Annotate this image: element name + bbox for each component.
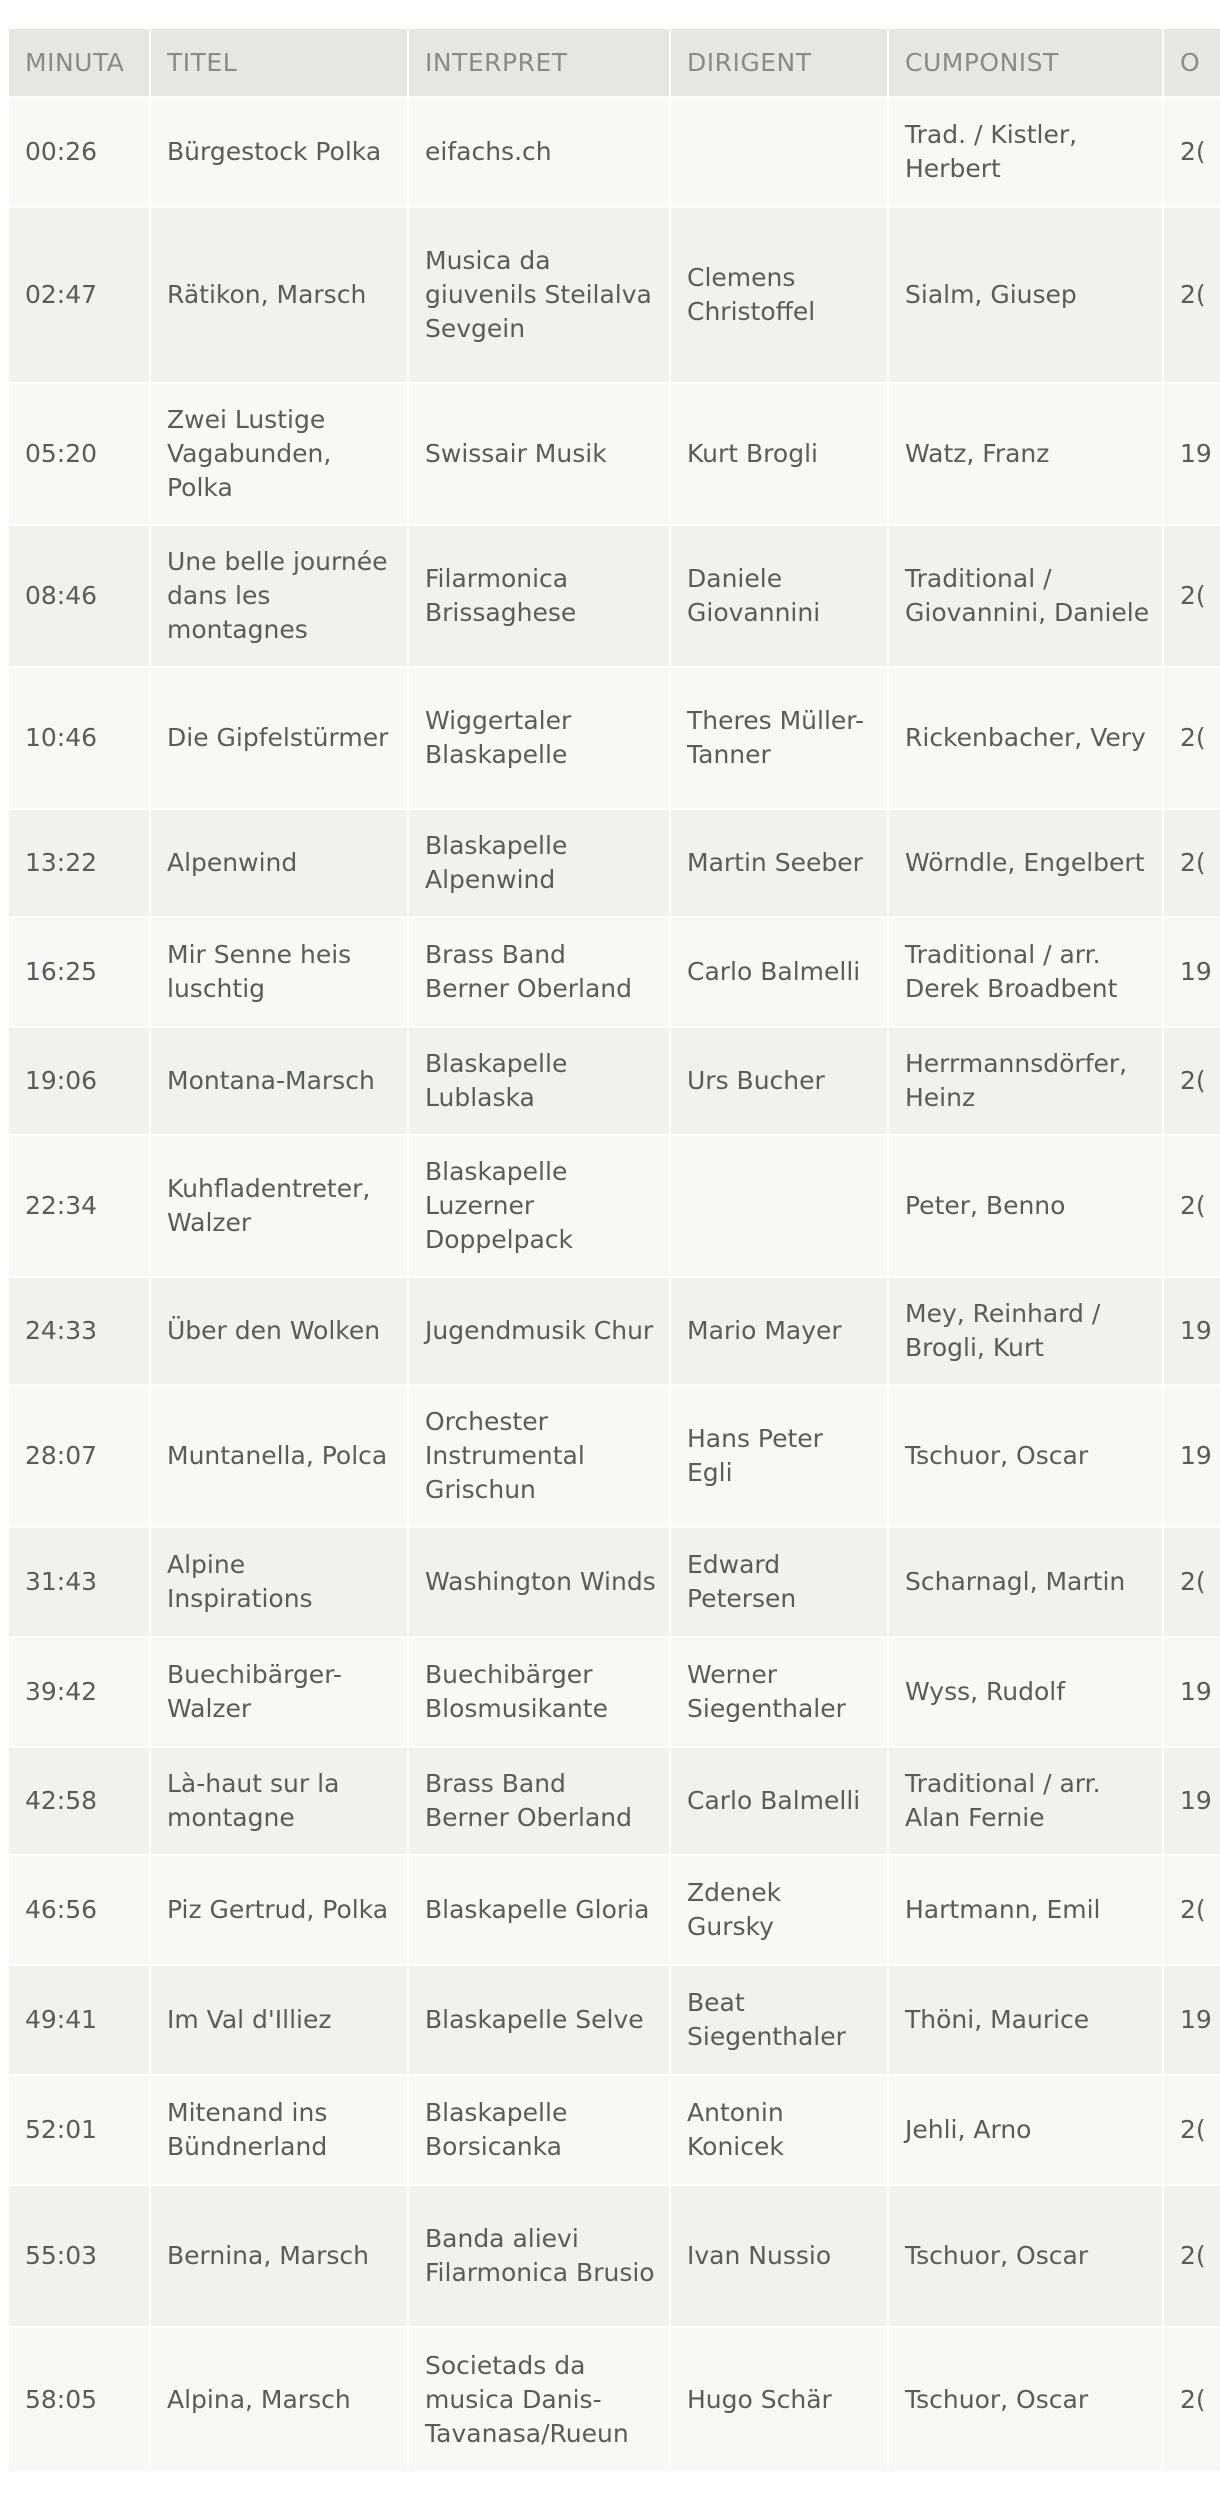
table-row <box>9 383 1220 525</box>
cell-minuta: 22:34 <box>9 1135 150 1277</box>
cell-minuta: 13:22 <box>9 809 150 917</box>
cell-interpret: Orchester Instrumental Grischun <box>408 1385 670 1527</box>
table-row <box>9 97 1220 207</box>
table-row <box>9 2185 1220 2327</box>
cell-dirigent: Carlo Balmelli <box>670 917 888 1027</box>
table-row <box>9 1277 1220 1385</box>
table-row <box>9 1747 1220 1855</box>
cell-titel: Piz Gertrud, Polka <box>150 1855 408 1965</box>
cell-minuta: 31:43 <box>9 1527 150 1637</box>
cell-interpret: Swissair Musik <box>408 383 670 525</box>
cell-titel: Là-haut sur la montagne <box>150 1747 408 1855</box>
cell-dirigent: Ivan Nussio <box>670 2185 888 2327</box>
cell-dirigent <box>670 97 888 207</box>
cell-interpret: Washington Winds <box>408 1527 670 1637</box>
cell-interpret: Blaskapelle Alpenwind <box>408 809 670 917</box>
cell-minuta: 46:56 <box>9 1855 150 1965</box>
cell-interpret: Blaskapelle Selve <box>408 1965 670 2075</box>
cell-dirigent: Edward Petersen <box>670 1527 888 1637</box>
cell-dirigent: Zdenek Gursky <box>670 1855 888 1965</box>
cell-interpret: Blaskapelle Lublaska <box>408 1027 670 1135</box>
cell-interpret: eifachs.ch <box>408 97 670 207</box>
table-row <box>9 1135 1220 1277</box>
cell-cumponist: Peter, Benno <box>888 1135 1163 1277</box>
cell-titel: Bernina, Marsch <box>150 2185 408 2327</box>
header-dirigent: DIRIGENT <box>670 29 888 97</box>
cell-dirigent: Urs Bucher <box>670 1027 888 1135</box>
cell-titel: Über den Wolken <box>150 1277 408 1385</box>
playlist-table <box>9 29 1220 2471</box>
cell-titel: Kuhfladentreter, Walzer <box>150 1135 408 1277</box>
cell-other: 2( <box>1163 809 1220 917</box>
cell-minuta: 42:58 <box>9 1747 150 1855</box>
cell-cumponist: Jehli, Arno <box>888 2075 1163 2185</box>
cell-titel: Une belle journée dans les montagnes <box>150 525 408 667</box>
cell-titel: Mitenand ins Bündnerland <box>150 2075 408 2185</box>
cell-cumponist: Mey, Reinhard / Brogli, Kurt <box>888 1277 1163 1385</box>
cell-dirigent: Hugo Schär <box>670 2327 888 2471</box>
cell-minuta: 00:26 <box>9 97 150 207</box>
table-row <box>9 2075 1220 2185</box>
cell-titel: Rätikon, Marsch <box>150 207 408 383</box>
cell-cumponist: Tschuor, Oscar <box>888 2327 1163 2471</box>
cell-minuta: 28:07 <box>9 1385 150 1527</box>
cell-other: 19 <box>1163 1965 1220 2075</box>
cell-cumponist: Hartmann, Emil <box>888 1855 1163 1965</box>
table-row <box>9 2327 1220 2471</box>
cell-minuta: 52:01 <box>9 2075 150 2185</box>
cell-cumponist: Wörndle, Engelbert <box>888 809 1163 917</box>
cell-other: 2( <box>1163 2075 1220 2185</box>
cell-titel: Montana-Marsch <box>150 1027 408 1135</box>
cell-other: 2( <box>1163 97 1220 207</box>
table-row <box>9 525 1220 667</box>
table-row <box>9 207 1220 383</box>
cell-titel: Im Val d'Illiez <box>150 1965 408 2075</box>
cell-interpret: Brass Band Berner Oberland <box>408 1747 670 1855</box>
cell-cumponist: Watz, Franz <box>888 383 1163 525</box>
cell-other: 2( <box>1163 1027 1220 1135</box>
cell-cumponist: Sialm, Giusep <box>888 207 1163 383</box>
cell-interpret: Brass Band Berner Oberland <box>408 917 670 1027</box>
cell-dirigent: Werner Siegenthaler <box>670 1637 888 1747</box>
table-row <box>9 1385 1220 1527</box>
cell-dirigent: Mario Mayer <box>670 1277 888 1385</box>
cell-other: 19 <box>1163 1277 1220 1385</box>
cell-other: 2( <box>1163 1527 1220 1637</box>
cell-minuta: 19:06 <box>9 1027 150 1135</box>
table-row <box>9 809 1220 917</box>
cell-titel: Alpine Inspirations <box>150 1527 408 1637</box>
cell-interpret: Banda alievi Filarmonica Brusio <box>408 2185 670 2327</box>
cell-interpret: Blaskapelle Borsicanka <box>408 2075 670 2185</box>
cell-dirigent: Antonin Konicek <box>670 2075 888 2185</box>
cell-cumponist: Rickenbacher, Very <box>888 667 1163 809</box>
cell-dirigent: Kurt Brogli <box>670 383 888 525</box>
table-row <box>9 1637 1220 1747</box>
cell-dirigent: Martin Seeber <box>670 809 888 917</box>
cell-other: 19 <box>1163 1747 1220 1855</box>
cell-other: 2( <box>1163 525 1220 667</box>
cell-cumponist: Wyss, Rudolf <box>888 1637 1163 1747</box>
cell-other: 19 <box>1163 1385 1220 1527</box>
playlist-table-container <box>9 29 1220 2471</box>
cell-cumponist: Herrmannsdörfer, Heinz <box>888 1027 1163 1135</box>
header-interpret: INTERPRET <box>408 29 670 97</box>
cell-other: 2( <box>1163 2185 1220 2327</box>
cell-dirigent: Theres Müller-Tanner <box>670 667 888 809</box>
cell-minuta: 08:46 <box>9 525 150 667</box>
table-row <box>9 1527 1220 1637</box>
cell-minuta: 55:03 <box>9 2185 150 2327</box>
cell-titel: Buechibärger-Walzer <box>150 1637 408 1747</box>
cell-dirigent: Clemens Christoffel <box>670 207 888 383</box>
cell-other: 2( <box>1163 1135 1220 1277</box>
table-header-row <box>9 29 1220 97</box>
cell-interpret: Jugendmusik Chur <box>408 1277 670 1385</box>
cell-interpret: Wiggertaler Blaskapelle <box>408 667 670 809</box>
cell-other: 19 <box>1163 917 1220 1027</box>
cell-minuta: 58:05 <box>9 2327 150 2471</box>
table-row <box>9 1965 1220 2075</box>
cell-other: 2( <box>1163 667 1220 809</box>
cell-titel: Bürgestock Polka <box>150 97 408 207</box>
cell-other: 2( <box>1163 1855 1220 1965</box>
table-row <box>9 1027 1220 1135</box>
cell-dirigent <box>670 1135 888 1277</box>
header-cumponist: CUMPONIST <box>888 29 1163 97</box>
cell-other: 19 <box>1163 1637 1220 1747</box>
cell-titel: Die Gipfelstürmer <box>150 667 408 809</box>
cell-interpret: Buechibärger Blosmusikante <box>408 1637 670 1747</box>
cell-other: 2( <box>1163 2327 1220 2471</box>
cell-dirigent: Daniele Giovannini <box>670 525 888 667</box>
header-other: O <box>1163 29 1220 97</box>
header-titel: TITEL <box>150 29 408 97</box>
cell-minuta: 16:25 <box>9 917 150 1027</box>
cell-minuta: 02:47 <box>9 207 150 383</box>
cell-interpret: Blaskapelle Gloria <box>408 1855 670 1965</box>
cell-interpret: Societads da musica Danis-Tavanasa/Rueun <box>408 2327 670 2471</box>
cell-other: 19 <box>1163 383 1220 525</box>
cell-cumponist: Scharnagl, Martin <box>888 1527 1163 1637</box>
table-row <box>9 917 1220 1027</box>
cell-cumponist: Traditional / Giovannini, Daniele <box>888 525 1163 667</box>
cell-minuta: 39:42 <box>9 1637 150 1747</box>
cell-titel: Alpenwind <box>150 809 408 917</box>
cell-titel: Muntanella, Polca <box>150 1385 408 1527</box>
cell-titel: Mir Senne heis luschtig <box>150 917 408 1027</box>
cell-cumponist: Tschuor, Oscar <box>888 1385 1163 1527</box>
cell-minuta: 24:33 <box>9 1277 150 1385</box>
cell-dirigent: Beat Siegenthaler <box>670 1965 888 2075</box>
cell-minuta: 10:46 <box>9 667 150 809</box>
cell-titel: Zwei Lustige Vagabunden, Polka <box>150 383 408 525</box>
cell-minuta: 05:20 <box>9 383 150 525</box>
cell-titel: Alpina, Marsch <box>150 2327 408 2471</box>
cell-interpret: Musica da giuvenils Steilalva Sevgein <box>408 207 670 383</box>
table-row <box>9 667 1220 809</box>
cell-interpret: Filarmonica Brissaghese <box>408 525 670 667</box>
cell-cumponist: Traditional / arr. Derek Broadbent <box>888 917 1163 1027</box>
header-minuta: MINUTA <box>9 29 150 97</box>
cell-cumponist: Traditional / arr. Alan Fernie <box>888 1747 1163 1855</box>
cell-minuta: 49:41 <box>9 1965 150 2075</box>
cell-dirigent: Carlo Balmelli <box>670 1747 888 1855</box>
cell-cumponist: Trad. / Kistler, Herbert <box>888 97 1163 207</box>
cell-interpret: Blaskapelle Luzerner Doppelpack <box>408 1135 670 1277</box>
cell-other: 2( <box>1163 207 1220 383</box>
cell-cumponist: Tschuor, Oscar <box>888 2185 1163 2327</box>
table-row <box>9 1855 1220 1965</box>
cell-dirigent: Hans Peter Egli <box>670 1385 888 1527</box>
cell-cumponist: Thöni, Maurice <box>888 1965 1163 2075</box>
